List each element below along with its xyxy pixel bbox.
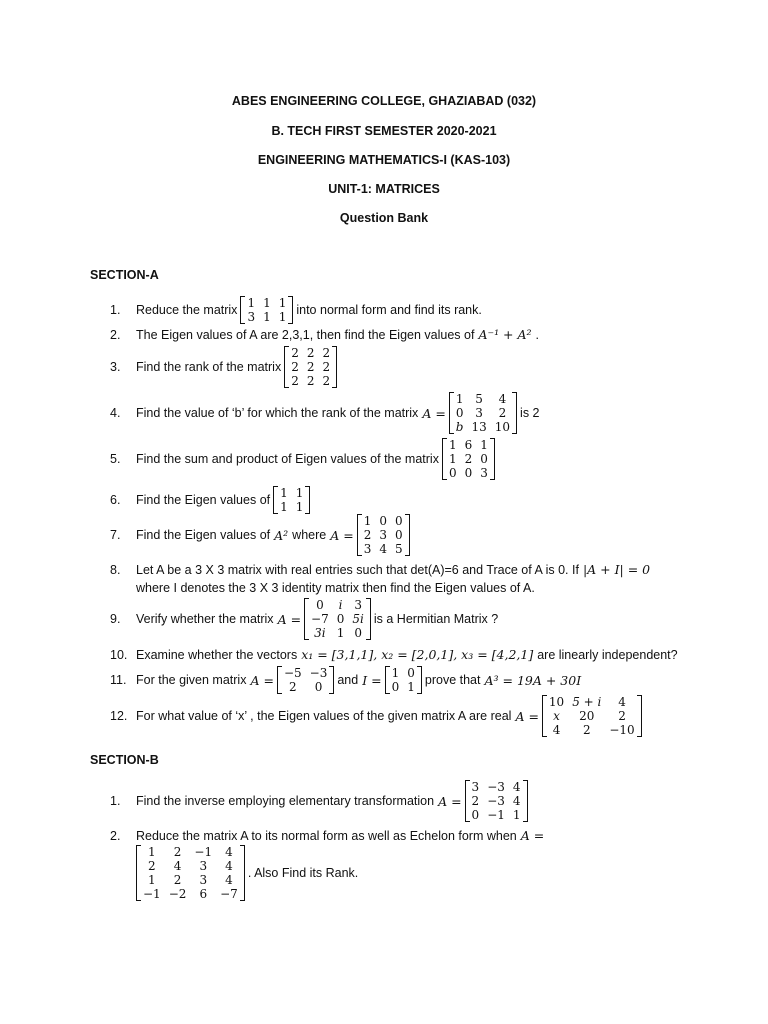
matrix-cell: 1 — [363, 514, 372, 528]
right-bracket — [332, 346, 337, 388]
matrix-cell: −5 — [283, 666, 302, 680]
question-a4: 4. Find the value of ‘b’ for which the rank of the matrix A = 1 5 4 0 3 2 b 13 10 is 2 — [110, 392, 540, 434]
matrix-cell: 20 — [579, 709, 595, 723]
matrix-cell: 4 — [618, 695, 626, 709]
matrix-cell: 1 — [448, 438, 457, 452]
matrix-cell: 3 — [247, 310, 256, 324]
question-b2-continuation: 1 2 −1 4 2 4 3 4 1 2 3 4 −1 −2 6 −7 . Also Find its Rank. — [133, 845, 358, 901]
matrix-cell: 2 — [618, 709, 626, 723]
question-a8-continuation: where I denotes the 3 X 3 identity matrix then find the Eigen values of A. — [136, 581, 535, 595]
matrix-entries — [141, 845, 240, 901]
matrix-cell: 1 — [263, 296, 271, 310]
question-b1: 1. Find the inverse employing elementary transformation A = 3 −3 4 2 −3 4 0 −1 1 — [110, 780, 531, 822]
identity-matrix — [385, 666, 422, 694]
matrix-cell: 4 — [512, 780, 521, 794]
matrix-cell: 4 — [552, 723, 561, 737]
matrix-cell: 3 — [199, 873, 208, 887]
matrix-cell: 1 — [278, 310, 287, 324]
matrix-cell: 0 — [407, 666, 415, 680]
matrix-cell: 4 — [379, 542, 387, 556]
math-expression: A⁻¹ + A² — [478, 327, 532, 342]
question-a8: 8. Let A be a 3 X 3 matrix with real entries such that det(A)=6 and Trace of A is 0. If |A + I| = 0 — [110, 562, 651, 577]
right-bracket — [523, 780, 528, 822]
matrix-cell: 1 — [336, 626, 345, 640]
matrix-cell: 1 — [455, 392, 464, 406]
matrix-entries — [309, 598, 366, 640]
matrix-cell: 1 — [480, 438, 488, 452]
matrix-entries — [547, 695, 637, 737]
matrix-cell: 0 — [455, 406, 464, 420]
matrix-cell: 2 — [582, 723, 591, 737]
matrix — [277, 666, 334, 694]
matrix-cell: 4 — [498, 392, 507, 406]
matrix-cell: 2 — [288, 680, 297, 694]
question-a3: 3. Find the rank of the matrix 2 2 2 2 2 2 2 2 2 — [110, 346, 340, 388]
matrix-cell: 1 — [512, 808, 521, 822]
matrix-cell: 1 — [280, 500, 288, 514]
matrix-cell: 2 — [464, 452, 473, 466]
matrix-entries — [245, 296, 288, 324]
matrix-cell: 3 — [199, 859, 208, 873]
right-bracket — [405, 514, 410, 556]
unit-title: UNIT-1: MATRICES — [328, 182, 440, 196]
college-name: ABES ENGINEERING COLLEGE, GHAZIABAD (032) — [231, 94, 537, 108]
question-a5: 5. Find the sum and product of Eigen values of the matrix 1 6 1 1 2 0 0 0 3 — [110, 438, 498, 480]
right-bracket — [329, 666, 334, 694]
matrix-cell: 1 — [148, 873, 156, 887]
right-bracket — [512, 392, 517, 434]
matrix-cell: 2 — [291, 346, 299, 360]
matrix-cell: 3 — [379, 528, 387, 542]
matrix-cell: 2 — [322, 374, 331, 388]
question-a11: 11. For the given matrix A = −5 −3 2 0 and I = 1 0 0 1 prove that A³ = 19A + 30I — [110, 666, 582, 694]
matrix-cell: 1 — [148, 845, 156, 859]
question-a12: 12. For what value of ‘x’ , the Eigen values of the given matrix A are real A = 10 5 + i 4 x 20 2 4 2 −10 — [110, 695, 645, 737]
matrix-cell: 3 — [363, 542, 372, 556]
matrix-entries — [282, 666, 329, 694]
question-a7: 7. Find the Eigen values of A² where A = 1 0 0 2 3 0 3 4 5 — [110, 514, 413, 556]
matrix-cell: −3 — [309, 666, 328, 680]
matrix-cell: 1 — [391, 666, 400, 680]
matrix — [284, 346, 337, 388]
matrix-cell: 0 — [480, 452, 488, 466]
matrix-cell: 5i — [352, 612, 364, 626]
matrix-cell: −1 — [194, 845, 213, 859]
matrix-cell: 1 — [407, 680, 415, 694]
matrix-cell: 1 — [263, 310, 271, 324]
matrix-cell: −1 — [487, 808, 505, 822]
right-bracket — [288, 296, 293, 324]
right-bracket — [490, 438, 495, 480]
matrix-cell: 0 — [471, 808, 480, 822]
matrix-entries — [362, 514, 405, 556]
matrix — [240, 296, 293, 324]
matrix-cell: 0 — [394, 514, 403, 528]
right-bracket — [305, 486, 310, 514]
matrix-cell: 1 — [295, 500, 304, 514]
matrix-cell: 6 — [464, 438, 473, 452]
matrix-cell: 4 — [225, 845, 233, 859]
matrix-cell: 2 — [291, 374, 299, 388]
matrix-cell: 5 — [394, 542, 403, 556]
matrix — [465, 780, 528, 822]
question-a9: 9. Verify whether the matrix A = 0 i 3 −7 0 5i 3i 1 0 is a Hermitian Matrix ? — [110, 598, 499, 640]
matrix-cell: −10 — [609, 723, 635, 737]
matrix-cell: 0 — [336, 612, 345, 626]
matrix-cell: 0 — [464, 466, 473, 480]
doc-type: Question Bank — [339, 211, 429, 225]
matrix — [273, 486, 310, 514]
question-a2: 2. The Eigen values of A are 2,3,1, then find the Eigen values of A⁻¹ + A² . — [110, 327, 540, 342]
right-bracket — [366, 598, 371, 640]
matrix-cell: 5 + i — [572, 695, 602, 709]
matrix-cell: −1 — [143, 887, 161, 901]
matrix-cell: 4 — [225, 873, 233, 887]
matrix-cell: 1 — [448, 452, 457, 466]
section-b-title: SECTION-B — [90, 753, 159, 767]
right-bracket — [637, 695, 642, 737]
matrix-cell: −7 — [311, 612, 329, 626]
matrix-entries — [390, 666, 417, 694]
question-b2: 2. Reduce the matrix A to its normal form as well as Echelon form when A = — [110, 828, 545, 843]
matrix-entries — [278, 486, 305, 514]
matrix-cell: 10 — [494, 420, 511, 434]
course-title: ENGINEERING MATHEMATICS-I (KAS-103) — [257, 153, 511, 167]
question-a6: 6. Find the Eigen values of 1 1 1 1 — [110, 486, 313, 514]
matrix-cell: 2 — [498, 406, 507, 420]
matrix — [542, 695, 642, 737]
matrix-cell: 0 — [391, 680, 400, 694]
matrix-cell: 3i — [314, 626, 326, 640]
matrix-cell: 3 — [480, 466, 488, 480]
matrix-entries — [447, 438, 490, 480]
matrix-cell: 10 — [548, 695, 565, 709]
matrix-cell: 3 — [475, 406, 483, 420]
matrix-cell: 2 — [291, 360, 299, 374]
matrix — [442, 438, 495, 480]
matrix-cell: −3 — [487, 794, 505, 808]
program-title: B. TECH FIRST SEMESTER 2020-2021 — [271, 124, 497, 138]
right-bracket — [240, 845, 245, 901]
question-a1: 1. Reduce the matrix 1 1 1 3 1 1 into normal form and find its rank. — [110, 296, 482, 324]
matrix-cell: 2 — [173, 845, 182, 859]
matrix-cell: 4 — [173, 859, 182, 873]
matrix-cell: 1 — [280, 486, 288, 500]
matrix-cell: −7 — [220, 887, 238, 901]
matrix — [357, 514, 410, 556]
matrix-entries — [454, 392, 512, 434]
matrix-cell: 2 — [306, 374, 315, 388]
matrix-cell: 2 — [322, 360, 331, 374]
section-a-title: SECTION-A — [90, 268, 159, 282]
right-bracket — [417, 666, 422, 694]
matrix-cell: 0 — [354, 626, 362, 640]
matrix-cell: 1 — [278, 296, 287, 310]
question-number: 1. — [110, 303, 121, 317]
matrix-cell: 3 — [471, 780, 480, 794]
matrix-cell: 2 — [148, 859, 156, 873]
matrix-cell: b — [455, 420, 464, 434]
matrix-cell: 2 — [173, 873, 182, 887]
matrix-cell: 0 — [314, 680, 323, 694]
matrix-cell: 2 — [322, 346, 331, 360]
matrix-cell: 13 — [471, 420, 487, 434]
matrix-cell: 0 — [394, 528, 403, 542]
matrix-cell: 4 — [512, 794, 521, 808]
matrix-cell: 0 — [448, 466, 457, 480]
matrix-cell: 2 — [306, 360, 315, 374]
matrix — [136, 845, 245, 901]
matrix-cell: 4 — [225, 859, 233, 873]
matrix — [449, 392, 517, 434]
question-a10: 10. Examine whether the vectors x₁ = [3,1,1], x₂ = [2,0,1], x₃ = [4,2,1] are linearly independent? — [110, 647, 678, 662]
matrix-entries — [470, 780, 523, 822]
matrix-cell: i — [338, 598, 343, 612]
matrix-cell: 5 — [475, 392, 483, 406]
matrix-cell: 6 — [199, 887, 208, 901]
matrix-cell: 1 — [295, 486, 304, 500]
matrix-cell: 2 — [471, 794, 480, 808]
matrix-cell: −3 — [487, 780, 505, 794]
matrix-cell: 0 — [316, 598, 324, 612]
matrix-entries — [289, 346, 332, 388]
matrix-cell: 2 — [306, 346, 315, 360]
matrix-cell: 2 — [363, 528, 372, 542]
matrix-cell: 0 — [379, 514, 387, 528]
matrix-cell: 3 — [354, 598, 362, 612]
matrix-cell: x — [553, 709, 560, 723]
matrix-cell: 1 — [247, 296, 256, 310]
matrix-cell: −2 — [168, 887, 187, 901]
matrix — [304, 598, 371, 640]
